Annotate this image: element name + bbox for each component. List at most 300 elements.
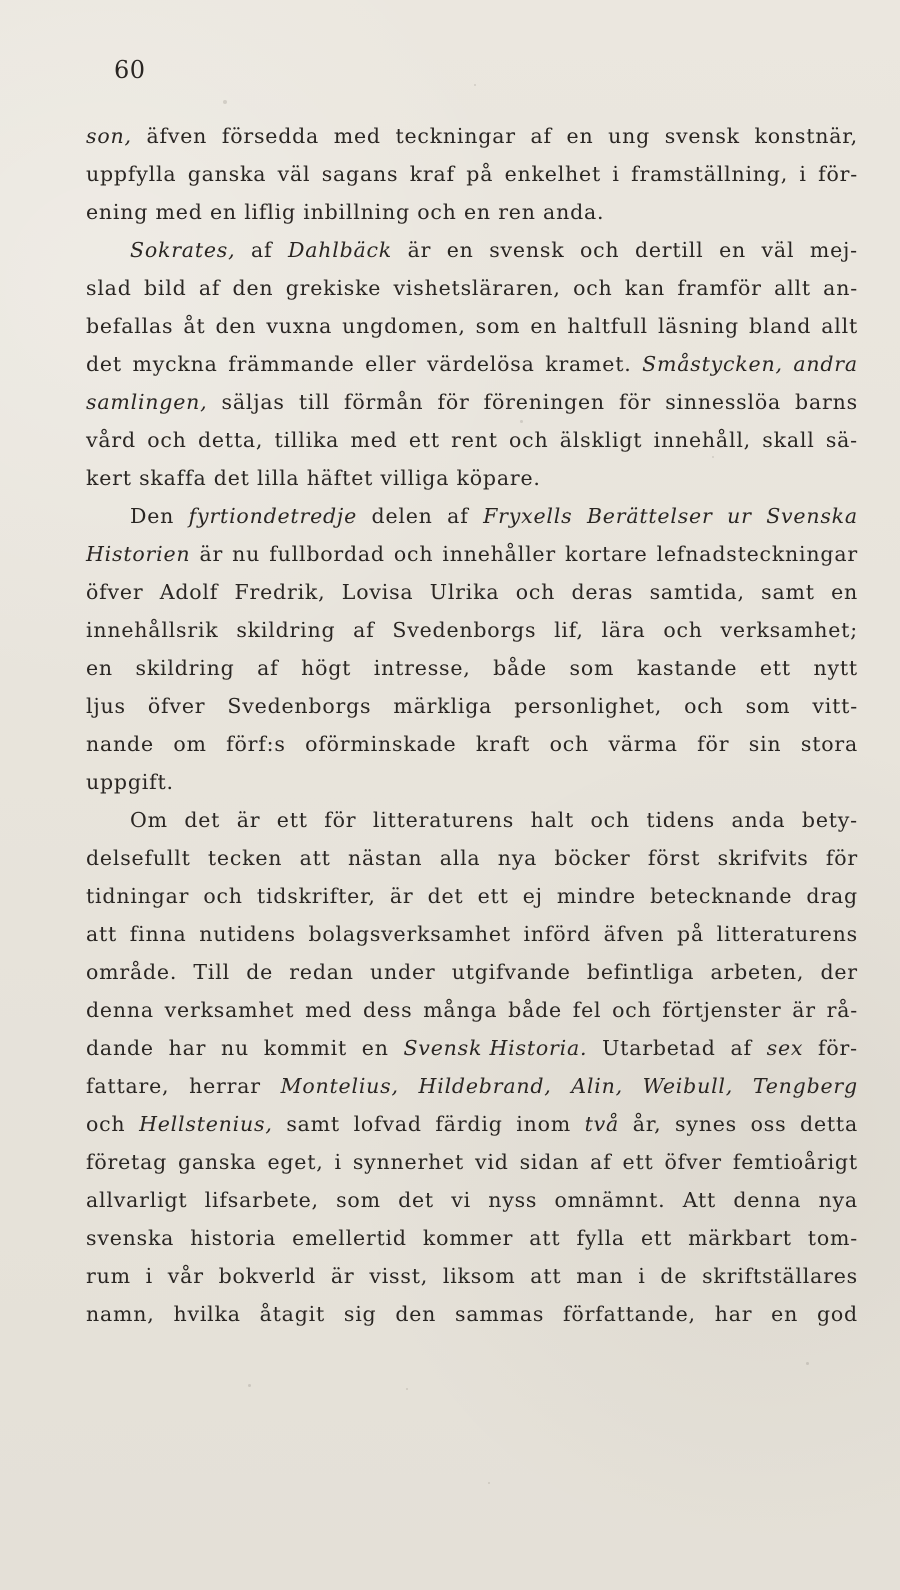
text-segment: öfver [147,694,206,718]
text-line [86,573,858,611]
text-segment: förmån [343,390,424,414]
text-segment: innehåller [442,542,556,566]
paper-speck [488,1482,490,1484]
text-segment: kramet. [545,352,632,376]
text-segment: teckningar [395,124,516,148]
text-segment: emellertid [292,1226,407,1250]
text-segment: bland [748,314,812,338]
text-segment: Ulrika [429,580,500,604]
text-segment: grekiske [285,276,382,300]
text-segment: det [427,884,464,908]
text-segment: ett [641,1226,673,1250]
text-line [86,801,858,839]
text-segment: och [203,884,243,908]
text-segment: en [831,580,858,604]
text-segment: en [446,238,474,262]
text-segment: är [792,998,816,1022]
italic-text: Hellstenius, [139,1112,273,1136]
text-segment: tillika [274,428,340,452]
text-line [86,1219,858,1257]
italic-text: Montelius, [280,1074,399,1098]
text-segment: vitt- [812,694,858,718]
italic-text: sex [766,1036,804,1060]
text-segment: det [398,1188,434,1212]
text-segment: kommit [263,1036,347,1060]
text-segment: ett [408,428,440,452]
body-text [86,117,858,1333]
text-segment: allt [821,314,858,338]
italic-text: Historien [86,542,191,566]
text-line [86,1295,858,1333]
text-segment: en [86,656,113,680]
text-segment: der [820,960,858,984]
text-segment: för [825,846,858,870]
text-segment: förtjenster [662,998,782,1022]
text-segment: verksamhet; [720,618,858,642]
text-segment: lefnadsteckningar [656,542,858,566]
text-segment: kert skaffa det lilla häftet villiga köpare. [86,466,541,490]
text-segment: detta [800,1112,858,1136]
text-segment: att [86,922,118,946]
text-segment: af [530,124,552,148]
text-line [86,1067,858,1105]
text-segment: kastande [636,656,738,680]
text-segment: bolagsverksamhet [308,922,511,946]
text-line [86,953,858,991]
text-segment: i [334,1150,342,1174]
text-segment: öfver [664,1150,722,1174]
text-segment: framställning, [631,162,789,186]
text-segment: en [361,1036,389,1060]
text-segment: införd [523,922,591,946]
text-segment: rent [451,428,498,452]
text-line [86,839,858,877]
text-segment: enkelhet [504,162,602,186]
text-segment: nu [220,1036,249,1060]
italic-text: två [584,1112,620,1136]
text-segment: är [199,542,224,566]
text-segment: framför [677,276,762,300]
text-segment: både [508,998,562,1022]
text-segment: äfven [603,922,665,946]
text-segment: och [147,428,187,452]
text-segment: företag [86,1150,168,1174]
text-line [86,915,858,953]
italic-text: fyrtiondetredje [188,504,358,528]
text-segment: som [745,694,791,718]
text-segment: vuxna [266,314,333,338]
text-segment: om [173,732,207,756]
text-segment: samtida, [649,580,745,604]
text-segment: och [612,998,652,1022]
text-segment: är [389,884,414,908]
text-segment: herrar [189,1074,261,1098]
text-segment: uppfylla [86,162,177,186]
text-segment: ganska [187,162,267,186]
text-segment: färdig [435,1112,503,1136]
text-segment: sinnesslöa [665,390,781,414]
italic-text: Svenska [766,504,858,528]
text-line [86,877,858,915]
text-segment: sidan [519,1150,580,1174]
text-segment: visst, [369,1264,429,1288]
text-segment: och [684,694,724,718]
text-segment: tidens [646,808,715,832]
text-segment: den [215,314,257,338]
text-segment: älskligt [559,428,643,452]
text-segment: lif, [554,618,584,642]
text-segment: i [612,162,620,186]
text-segment: synnerhet [352,1150,465,1174]
text-segment: denna [86,998,154,1022]
text-segment: med [305,998,353,1022]
text-segment: vård [86,428,136,452]
text-segment: denna [733,1188,802,1212]
text-segment: deras [571,580,634,604]
text-line [86,1105,858,1143]
text-segment: både [493,656,547,680]
text-line [86,269,858,307]
text-segment: stora [800,732,858,756]
text-segment: och [549,732,590,756]
text-segment: i [145,1264,153,1288]
text-segment: nande [86,732,154,756]
text-segment: som [475,314,521,338]
text-segment: dertill [634,238,704,262]
text-segment: skrifvits [717,846,809,870]
text-segment: af [590,1150,612,1174]
text-segment: af [353,618,375,642]
text-segment: är [236,808,261,832]
text-line [86,649,858,687]
text-segment: ej [522,884,543,908]
text-segment: märkbart [688,1226,792,1250]
text-segment: Att [682,1188,717,1212]
italic-text: Sokrates, [130,238,236,262]
text-segment: befintliga [586,960,695,984]
text-segment: Lovisa [341,580,414,604]
paper-speck [712,456,714,458]
italic-text: Berättelser [586,504,713,528]
paper-speck [248,1384,251,1387]
text-segment: åt [183,314,206,338]
text-segment: är [407,238,432,262]
text-segment: Om [130,808,168,832]
text-segment: konstnär, [754,124,858,148]
text-segment: främmande [228,352,355,376]
text-segment: slad [86,276,132,300]
text-segment: tom- [807,1226,858,1250]
text-line [86,307,858,345]
text-segment: äfven [146,124,208,148]
text-segment: alla [439,846,481,870]
text-segment: under [370,960,436,984]
italic-text: andra [793,352,858,376]
text-segment: delen [371,504,433,528]
text-line [86,535,858,573]
text-line [86,687,858,725]
text-segment: fattare, [86,1074,170,1098]
text-segment: väl [761,238,795,262]
text-segment: att [530,1264,562,1288]
text-line [86,383,858,421]
text-segment: de [246,960,274,984]
text-segment: och [86,1112,126,1136]
text-line [86,345,858,383]
text-segment: som [336,1188,381,1212]
text-segment: försedda [221,124,320,148]
text-segment: och [590,808,630,832]
paper-speck [406,1388,408,1390]
text-segment: tidningar [86,884,190,908]
text-segment: ljus [86,694,126,718]
text-segment: märkliga [393,694,493,718]
text-segment: innehåll, [653,428,751,452]
paper-speck [223,100,227,104]
text-segment: anda [731,808,786,832]
text-line [86,991,858,1029]
text-segment: för [437,390,470,414]
text-segment: öfver [86,580,144,604]
text-segment: Adolf [159,580,219,604]
text-segment: på [677,922,704,946]
text-segment: Svedenborgs [227,694,372,718]
text-segment: fel [572,998,602,1022]
text-segment: område. [86,960,178,984]
page-number: 60 [114,56,146,84]
text-segment: allt [774,276,811,300]
text-segment: Till [193,960,230,984]
text-segment: god [816,1302,858,1326]
text-segment: med [333,124,381,148]
text-segment: och [663,618,703,642]
text-segment: myckna [132,352,218,376]
text-segment: förf:s [226,732,286,756]
text-segment: redan [289,960,354,984]
text-segment: och [515,580,556,604]
text-segment: har [168,1036,207,1060]
text-line [86,459,858,497]
text-segment: detta, [197,428,264,452]
text-segment: väl [277,162,311,186]
text-segment: an- [823,276,858,300]
text-segment: ett [759,656,791,680]
text-segment: vid [474,1150,509,1174]
text-segment: af [250,238,273,262]
text-segment: samt [286,1112,340,1136]
text-segment: skriftställares [702,1264,858,1288]
text-segment: det [86,352,122,376]
text-segment: barns [795,390,858,414]
text-segment: ening med en liflig inbillning och en ren anda. [86,200,605,224]
text-segment: till [298,390,330,414]
text-segment: namn, [86,1302,155,1326]
text-segment: drag [806,884,858,908]
text-line [86,725,858,763]
text-segment: böcker [554,846,631,870]
text-segment: åtagit [259,1302,326,1326]
text-segment: nu [232,542,261,566]
text-segment: nutidens [199,922,296,946]
text-segment: liksom [442,1264,516,1288]
text-segment: nytt [813,656,858,680]
text-segment: betecknande [650,884,793,908]
text-segment: hvilka [173,1302,241,1326]
text-segment: ung [608,124,651,148]
text-segment: nya [497,846,538,870]
text-segment: dande [86,1036,154,1060]
paper-speck [474,84,476,86]
text-segment: vi [451,1188,471,1212]
text-segment: en [771,1302,799,1326]
text-segment: intresse, [373,656,471,680]
text-segment: rå- [826,998,858,1022]
text-segment: nyss [488,1188,538,1212]
text-segment: mindre [556,884,636,908]
italic-text: ur [727,504,752,528]
text-segment: för [619,390,652,414]
text-segment: vår [167,1264,204,1288]
text-line [86,117,858,155]
text-segment: i [638,1264,646,1288]
text-segment: halt [530,808,575,832]
text-segment: som [569,656,615,680]
text-segment: Utarbetad [602,1036,716,1060]
text-segment: kortare [565,542,648,566]
text-segment: det [184,808,221,832]
text-segment: inom [516,1112,571,1136]
text-segment: har [714,1302,753,1326]
text-segment: säljas [221,390,285,414]
text-segment: nästan [347,846,423,870]
text-segment: bety- [801,808,858,832]
text-segment: svensk [489,238,565,262]
text-segment: Fredrik, [234,580,326,604]
text-segment: skildring [236,618,336,642]
text-segment: sä- [825,428,858,452]
italic-text: Småstycken, [642,352,783,376]
text-segment: femtioårigt [732,1150,858,1174]
text-segment: lofvad [353,1112,422,1136]
text-segment: verksamhet [164,998,295,1022]
text-segment: fylla [576,1226,625,1250]
text-line [86,193,858,231]
text-segment: af [730,1036,752,1060]
text-line [86,497,858,535]
text-segment: ett [276,808,308,832]
text-segment: för- [818,162,858,186]
text-segment: sagans [321,162,399,186]
text-segment: mej- [809,238,858,262]
text-segment: den [232,276,274,300]
text-line [86,1257,858,1295]
text-segment: högt [301,656,352,680]
text-segment: ungdomen, [342,314,466,338]
text-segment: historia [190,1226,277,1250]
text-segment: nya [818,1188,858,1212]
text-segment: läsning [657,314,739,338]
text-segment: och [509,428,549,452]
text-segment: ett [622,1150,654,1174]
text-segment: den [395,1302,437,1326]
text-segment: ganska [177,1150,257,1174]
text-line [86,231,858,269]
text-segment: lifsarbete, [204,1188,319,1212]
italic-text: samlingen, [86,390,208,414]
italic-text: Svensk Historia. [403,1036,588,1060]
text-segment: ett [477,884,509,908]
text-segment: samt [761,580,815,604]
text-segment: och [573,276,613,300]
text-segment: vishetsläraren, [393,276,561,300]
text-line [86,611,858,649]
text-segment: af [447,504,469,528]
text-segment: fullbordad [269,542,385,566]
text-segment: omnämnt. [554,1188,666,1212]
text-segment: först [647,846,701,870]
text-segment: för- [818,1036,858,1060]
text-segment: för [324,808,357,832]
text-line [86,421,858,459]
text-segment: i [799,162,807,186]
text-segment: bokverld [218,1264,317,1288]
text-segment: personlighet, [514,694,663,718]
italic-text: Dahlbäck [287,238,393,262]
text-segment: delsefullt [86,846,191,870]
italic-text: Hildebrand, [418,1074,552,1098]
text-segment: oss [750,1112,787,1136]
text-segment: af [198,276,221,300]
italic-text: son, [86,124,132,148]
text-segment: värma [608,732,678,756]
text-segment: att [529,1226,561,1250]
text-segment: kraft [475,732,531,756]
text-segment: värdelösa [426,352,535,376]
text-segment: och [393,542,434,566]
text-segment: författande, [563,1302,696,1326]
text-segment: finna [129,922,187,946]
text-line [86,1143,858,1181]
text-line [86,155,858,193]
text-segment: sammas [455,1302,545,1326]
text-segment: år, [632,1112,662,1136]
text-segment: en [566,124,594,148]
text-segment: och [579,238,620,262]
text-segment: en [530,314,558,338]
text-segment: uppgift. [86,770,174,794]
text-segment: att [299,846,331,870]
italic-text: Tengberg [752,1074,858,1098]
text-segment: många [423,998,498,1022]
text-segment: tecken [207,846,283,870]
text-line [86,1181,858,1219]
text-segment: Den [130,504,175,528]
text-segment: kommer [422,1226,514,1250]
text-segment: bild [143,276,187,300]
text-segment: man [576,1264,624,1288]
text-segment: eller [365,352,417,376]
text-segment: skall [762,428,815,452]
text-segment: utgifvande [451,960,571,984]
text-segment: haltfull [567,314,648,338]
text-segment: rum [86,1264,131,1288]
text-segment: föreningen [483,390,605,414]
text-segment: af [257,656,279,680]
text-segment: en [719,238,746,262]
text-segment: oförminskade [305,732,457,756]
text-segment: litteraturens [372,808,515,832]
text-segment: sig [343,1302,377,1326]
